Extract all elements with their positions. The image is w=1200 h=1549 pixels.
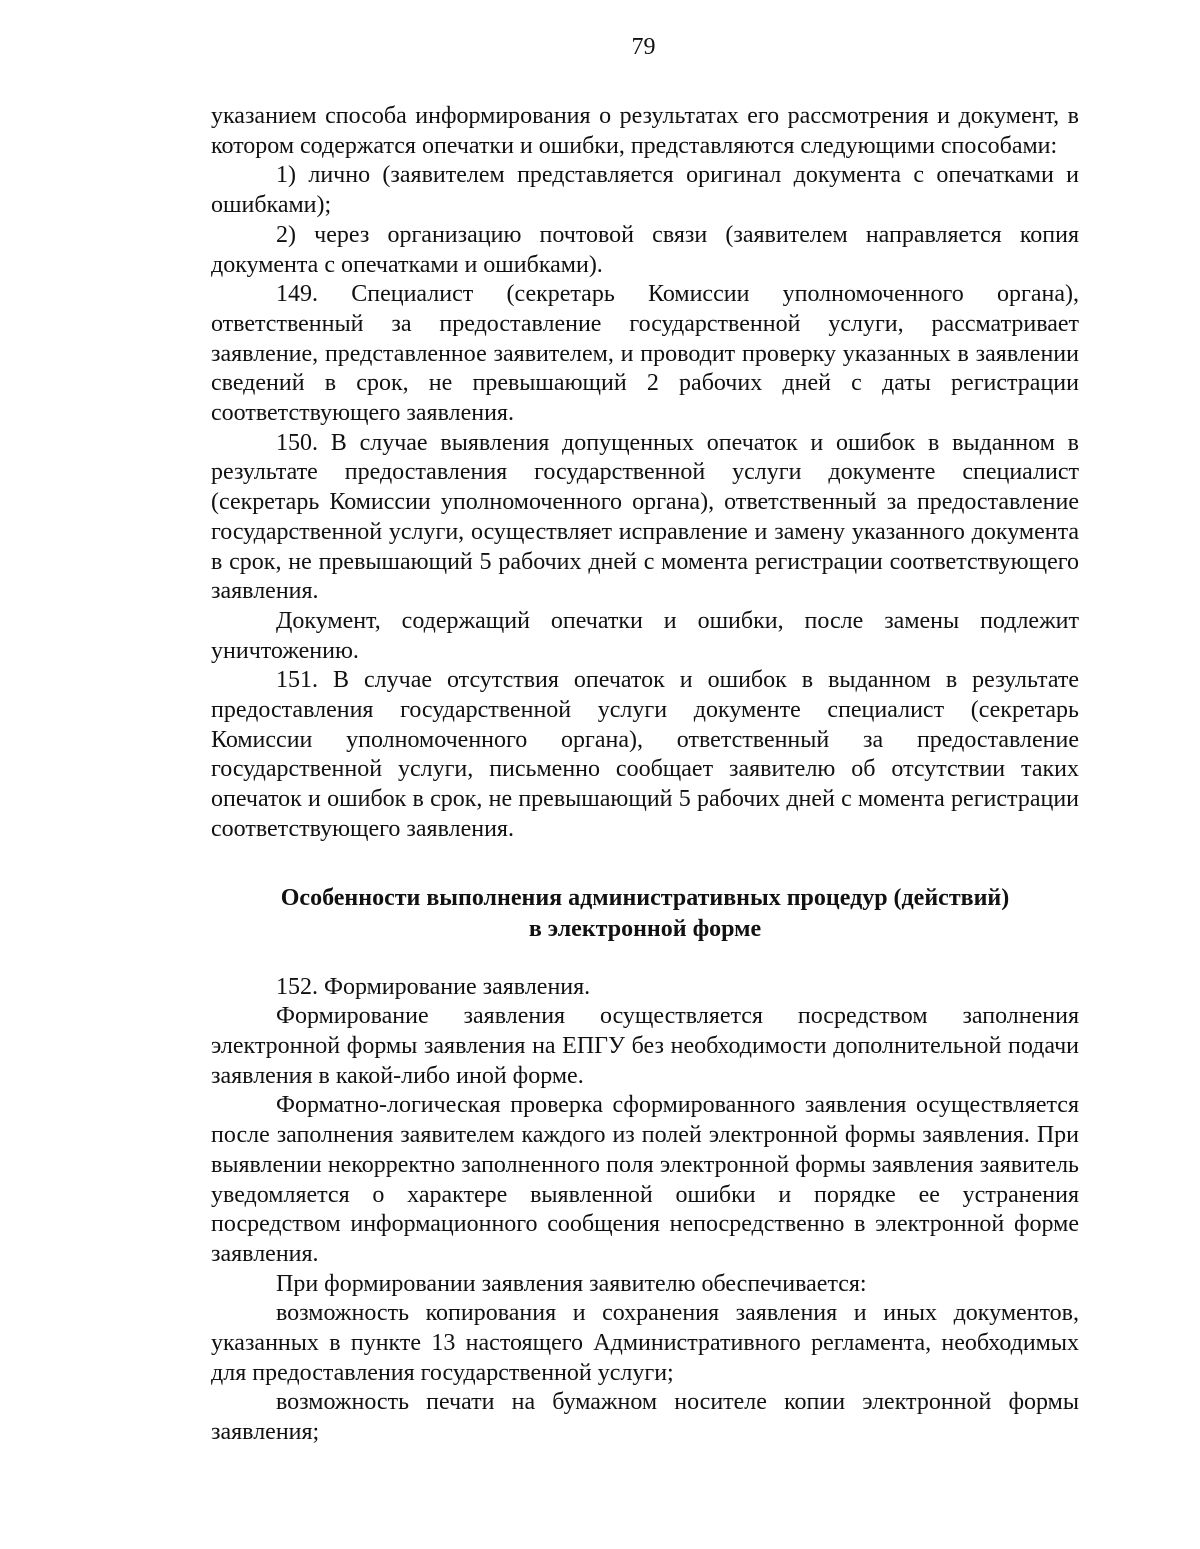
paragraph: возможность печати на бумажном носителе копии электронной формы заявления; — [211, 1389, 1079, 1446]
section-heading-line-1: Особенности выполнения административных процедур (действий) — [280, 884, 1010, 911]
section-heading-line-2: в электронной форме — [528, 915, 762, 942]
paragraph: 149. Специалист (секретарь Комиссии уполномоченного органа), ответственный за предоставление государственной услуги, рассматривает заявление, представленное заявителем, и проводит проверку указанных в заявлении сведений в срок, не превышающий 2 рабочих дней с даты регистрации соответствующего заявления. — [211, 281, 1079, 427]
paragraph: возможность копирования и сохранения заявления и иных документов, указанных в пункте 13 настоящего Административного регламента, необходимых для предоставления государственной услуги; — [211, 1300, 1079, 1386]
paragraphs-before-heading — [211, 102, 1079, 845]
paragraph: 150. В случае выявления допущенных опечаток и ошибок в выданном в результате предоставления государственной услуги документе специалист (секретарь Комиссии уполномоченного органа), ответственный за предоставление государственной услуги, осуществляет исправление и замену указанного документа в срок, не превышающий 5 рабочих дней с момента регистрации соответствующего заявления. — [211, 429, 1079, 605]
paragraph: Документ, содержащий опечатки и ошибки, после замены подлежит уничтожению. — [211, 607, 1079, 664]
paragraph: 151. В случае отсутствия опечаток и ошибок в выданном в результате предоставления государственной услуги документе специалист (секретарь Комиссии уполномоченного органа), ответственный за предоставление государственной услуги, письменно сообщает заявителю об отсутствии таких опечаток и ошибок в срок, не превышающий 5 рабочих дней с момента регистрации соответствующего заявления. — [211, 667, 1079, 842]
document-body — [211, 102, 1079, 1448]
page-number: 79 — [631, 34, 656, 60]
paragraph: Форматно-логическая проверка сформированного заявления осуществляется после заполнения заявителем каждого из полей электронной формы заявления. При выявлении некорректно заполненного поля электронной формы заявления заявитель уведомляется о характере выявленной ошибки и порядке ее устранения посредством информационного сообщения непосредственно в электронной форме заявления. — [211, 1092, 1079, 1267]
paragraph: При формировании заявления заявителю обеспечивается: — [276, 1270, 867, 1297]
paragraph: 152. Формирование заявления. — [276, 973, 591, 1000]
paragraph: Формирование заявления осуществляется посредством заполнения электронной формы заявления на ЕПГУ без необходимости дополнительной подачи заявления в какой-либо иной форме. — [211, 1003, 1079, 1089]
paragraphs-after-heading — [211, 973, 1079, 1448]
paragraph: указанием способа информирования о результатах его рассмотрения и документ, в котором содержатся опечатки и ошибки, представляются следующими способами: — [211, 103, 1079, 159]
section-heading — [211, 883, 1079, 945]
paragraph: 1) лично (заявителем представляется оригинал документа с опечатками и ошибками); — [211, 162, 1079, 219]
paragraph: 2) через организацию почтовой связи (заявителем направляется копия документа с опечатками и ошибками). — [211, 221, 1079, 278]
